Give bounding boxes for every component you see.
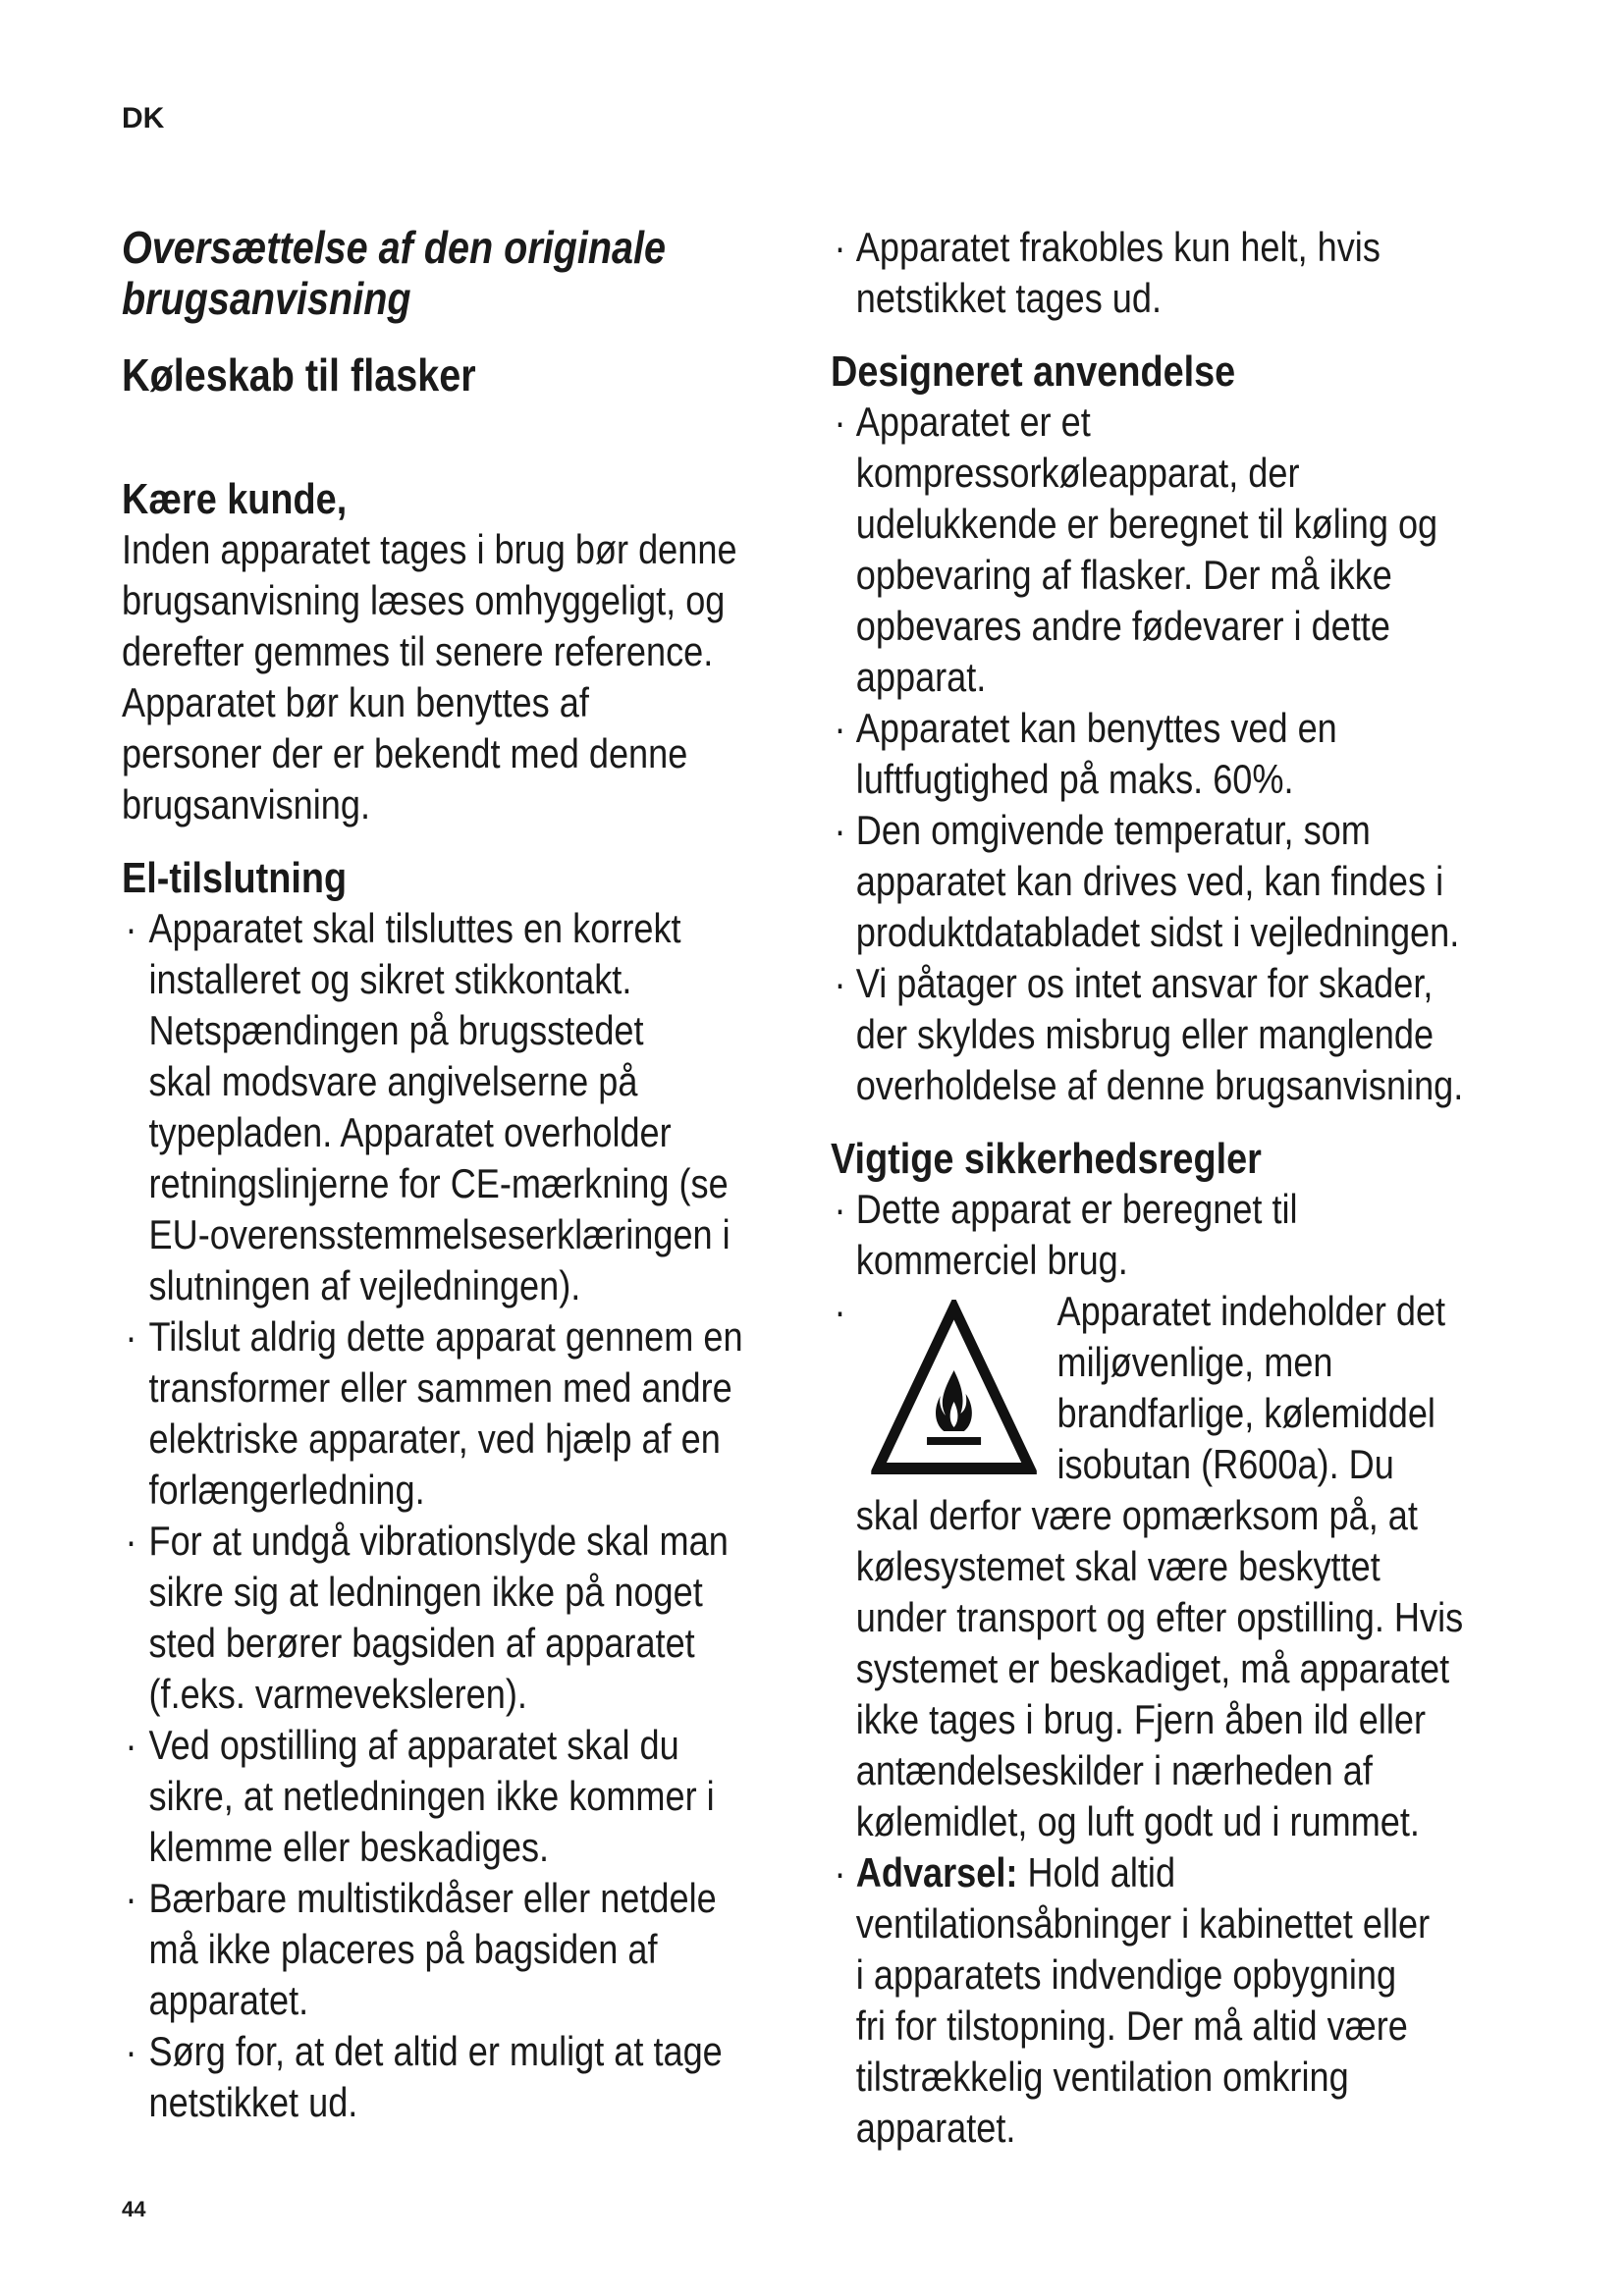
left-column — [122, 222, 764, 2128]
document-title: Oversættelse af den originale brugsanvisning — [122, 222, 667, 324]
flammable-warning-icon — [871, 1300, 1037, 1476]
product-name: Køleskab til flasker — [122, 349, 476, 400]
bullet-icon: · — [125, 1518, 137, 1564]
list-item-advarsel: · Advarsel: Hold altid ventilationsåbninger i kabinettet eller i apparatets indvendige opbygning fri for tilstopning. Der må altid være tilstrækkelig ventilation omkring apparatet. — [834, 1849, 1431, 2151]
intro-text: Inden apparatet tages i brug bør denne brugsanvisning læses omhyggeligt, og derefter gemmes til senere reference. Apparatet bør kun benyttes af personer der er bekendt med denne brugsanvisning. — [122, 526, 737, 828]
greeting: Kære kunde, — [122, 475, 348, 523]
bullet-icon: · — [125, 1313, 137, 1360]
list-item: · Sørg for, at det altid er muligt at tage netstikket ud. — [125, 2028, 723, 2125]
bullet-icon: · — [125, 2028, 137, 2074]
warning-label: Advarsel: — [855, 1849, 1018, 1896]
safety-heading: Vigtige sikkerhedsregler — [831, 1135, 1262, 1183]
bullet-icon: · — [125, 1722, 137, 1768]
list-item: · Apparatet kan benyttes ved en luftfugtighed på maks. 60%. — [834, 705, 1337, 802]
el-heading: El-tilslutning — [122, 854, 348, 902]
list-item: · Den omgivende temperatur, som apparatet kan drives ved, kan findes i produktdatabladet sidst i vejledningen. — [834, 807, 1460, 955]
list-item: · Vi påtager os intet ansvar for skader, der skyldes misbrug eller manglende overholdelse af denne brugsanvisning. — [834, 960, 1464, 1108]
list-item: · Apparatet er et kompressorkøleapparat, der udelukkende er beregnet til køling og opbevaring af flasker. Der må ikke opbevares andre fødevarer i dette apparat. — [834, 399, 1438, 700]
design-heading: Designeret anvendelse — [831, 347, 1236, 396]
bullet-icon: · — [834, 1849, 846, 1896]
bullet-icon: · — [834, 399, 846, 445]
design-list — [831, 397, 1506, 1111]
language-code: DK — [122, 102, 165, 134]
bullet-icon: · — [834, 960, 846, 1006]
list-item: · Apparatet skal tilsluttes en korrekt installeret og sikret stikkontakt. Netspændingen på brugsstedet skal modsvare angivelserne på typepladen. Apparatet overholder retningslinjerne for CE-mærkning (se EU-overensstemmelseserklæringen i slutningen af vejledningen). — [125, 905, 731, 1308]
list-item: · Dette apparat er beregnet til kommerciel brug. — [834, 1186, 1298, 1283]
list-item: · Tilslut aldrig dette apparat gennem en transformer eller sammen med andre elektriske apparater, ved hjælp af en forlængerledning. — [125, 1313, 743, 1513]
list-item: · For at undgå vibrationslyde skal man sikre sig at ledningen ikke på noget sted berører bagsiden af apparatet (f.eks. varmeveksleren). — [125, 1518, 729, 1717]
bullet-icon: · — [834, 1288, 846, 1334]
bullet-icon: · — [834, 1186, 846, 1232]
list-item: · Apparatet frakobles kun helt, hvis netstikket tages ud. — [834, 224, 1380, 321]
bullet-icon: · — [125, 1875, 137, 1921]
bullet-icon: · — [125, 905, 137, 951]
el-list — [122, 903, 764, 2128]
right-column — [831, 222, 1506, 2154]
list-item: · Bærbare multistikdåser eller netdele må ikke placeres på bagsiden af apparatet. — [125, 1875, 717, 2023]
page-number: 44 — [122, 2197, 146, 2221]
safety-list — [831, 1184, 1506, 2154]
list-item: · Ved opstilling af apparatet skal du sikre, at netledningen ikke kommer i klemme eller beskadiges. — [125, 1722, 715, 1870]
bullet-icon: · — [834, 807, 846, 853]
bullet-icon: · — [834, 705, 846, 751]
bullet-icon: · — [834, 224, 846, 270]
list-item-flammable: · Apparatet indeholder det miljøvenlige, men brandfarlige, kølemiddel isobutan (R600a). Du skal derfor være opmærksom på, at kølesystemet skal være beskyttet under transport og efter opstilling. Hvis systemet er beskadiget, må apparatet ikke tages i brug. Fjern åben ild eller antændelseskilder i nærheden af kølemidlet, og luft godt ud i rummet. — [834, 1288, 1464, 1844]
